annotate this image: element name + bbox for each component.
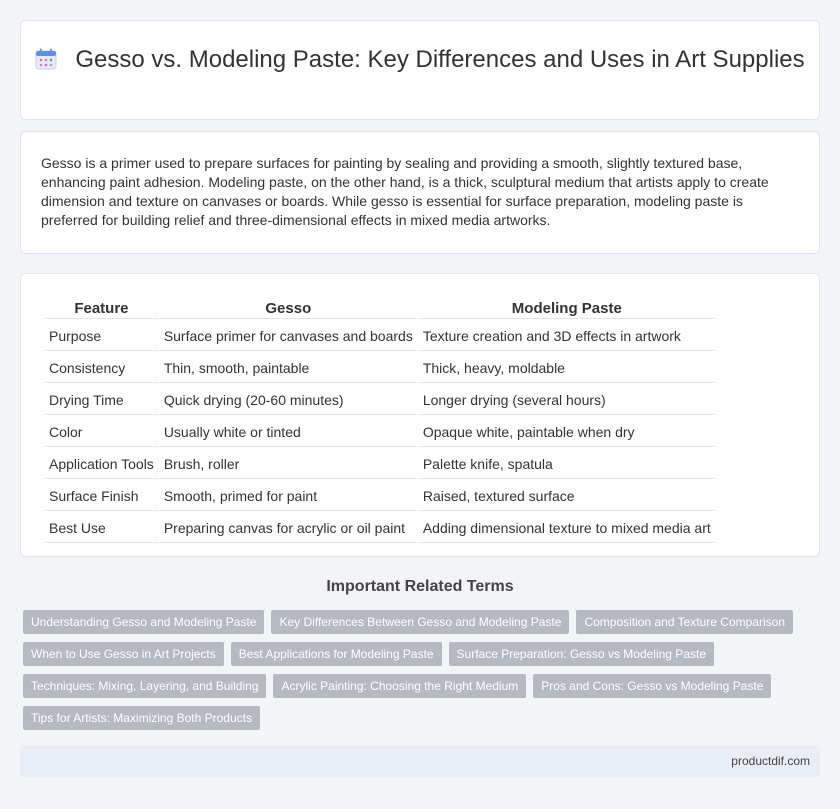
footer-bar [20, 745, 820, 777]
table-cell: Adding dimensional texture to mixed media art [419, 513, 715, 543]
table-cell: Consistency [45, 353, 158, 383]
related-term-link[interactable]: Composition and Texture Comparison [576, 610, 793, 634]
intro-paragraph: Gesso is a primer used to prepare surfaces for painting by sealing and providing a smooth, slightly textured base, enhancing paint adhesion. Modeling paste, on the other hand, is a thick, sculptural medium that artists apply to create dimension and texture on canvases or boards. While gesso is essential for surface preparation, modeling paste is preferred for building relief and three-dimensional effects in mixed media artworks. [41, 155, 769, 228]
table-cell: Smooth, primed for paint [160, 481, 417, 511]
table-cell: Drying Time [45, 385, 158, 415]
related-term-link[interactable]: Surface Preparation: Gesso vs Modeling Paste [449, 642, 714, 666]
table-cell: Thick, heavy, moldable [419, 353, 715, 383]
page-title [21, 45, 819, 75]
comparison-table [43, 294, 717, 545]
footer-site-name: productdif.com [731, 754, 810, 768]
comparison-card [20, 273, 820, 557]
table-cell: Color [45, 417, 158, 447]
title-wrap [21, 45, 819, 75]
related-term-link[interactable]: Pros and Cons: Gesso vs Modeling Paste [533, 674, 771, 698]
table-row [45, 385, 715, 415]
table-cell: Palette knife, spatula [419, 449, 715, 479]
table-cell: Thin, smooth, paintable [160, 353, 417, 383]
calendar-icon [35, 48, 57, 70]
related-term-link[interactable]: When to Use Gesso in Art Projects [23, 642, 224, 666]
related-term-link[interactable]: Techniques: Mixing, Layering, and Building [23, 674, 266, 698]
table-cell: Surface Finish [45, 481, 158, 511]
related-term-link[interactable]: Acrylic Painting: Choosing the Right Medium [273, 674, 526, 698]
table-cell: Brush, roller [160, 449, 417, 479]
table-row [45, 353, 715, 383]
header-feature: Feature [45, 296, 158, 319]
header-card [20, 20, 820, 120]
table-cell: Surface primer for canvases and boards [160, 321, 417, 351]
table-cell: Quick drying (20-60 minutes) [160, 385, 417, 415]
table-cell: Application Tools [45, 449, 158, 479]
table-cell: Opaque white, paintable when dry [419, 417, 715, 447]
related-term-link[interactable]: Tips for Artists: Maximizing Both Products [23, 706, 260, 730]
related-terms-heading: Important Related Terms [326, 578, 514, 595]
table-row [45, 513, 715, 543]
table-header-row [45, 296, 715, 319]
table-cell: Best Use [45, 513, 158, 543]
table-cell: Texture creation and 3D effects in artwork [419, 321, 715, 351]
related-term-link[interactable]: Understanding Gesso and Modeling Paste [23, 610, 264, 634]
table-cell: Preparing canvas for acrylic or oil paint [160, 513, 417, 543]
header-gesso: Gesso [160, 296, 417, 319]
table-row [45, 417, 715, 447]
table-row [45, 321, 715, 351]
page-title-text: Gesso vs. Modeling Paste: Key Differences and Uses in Art Supplies [75, 46, 805, 73]
header-modeling-paste: Modeling Paste [419, 296, 715, 319]
table-row [45, 481, 715, 511]
intro-card [20, 131, 820, 254]
table-cell: Usually white or tinted [160, 417, 417, 447]
related-term-link[interactable]: Key Differences Between Gesso and Modeling Paste [271, 610, 569, 634]
table-row [45, 449, 715, 479]
related-terms-list [23, 610, 803, 730]
table-cell: Raised, textured surface [419, 481, 715, 511]
table-cell: Purpose [45, 321, 158, 351]
related-term-link[interactable]: Best Applications for Modeling Paste [231, 642, 442, 666]
table-cell: Longer drying (several hours) [419, 385, 715, 415]
